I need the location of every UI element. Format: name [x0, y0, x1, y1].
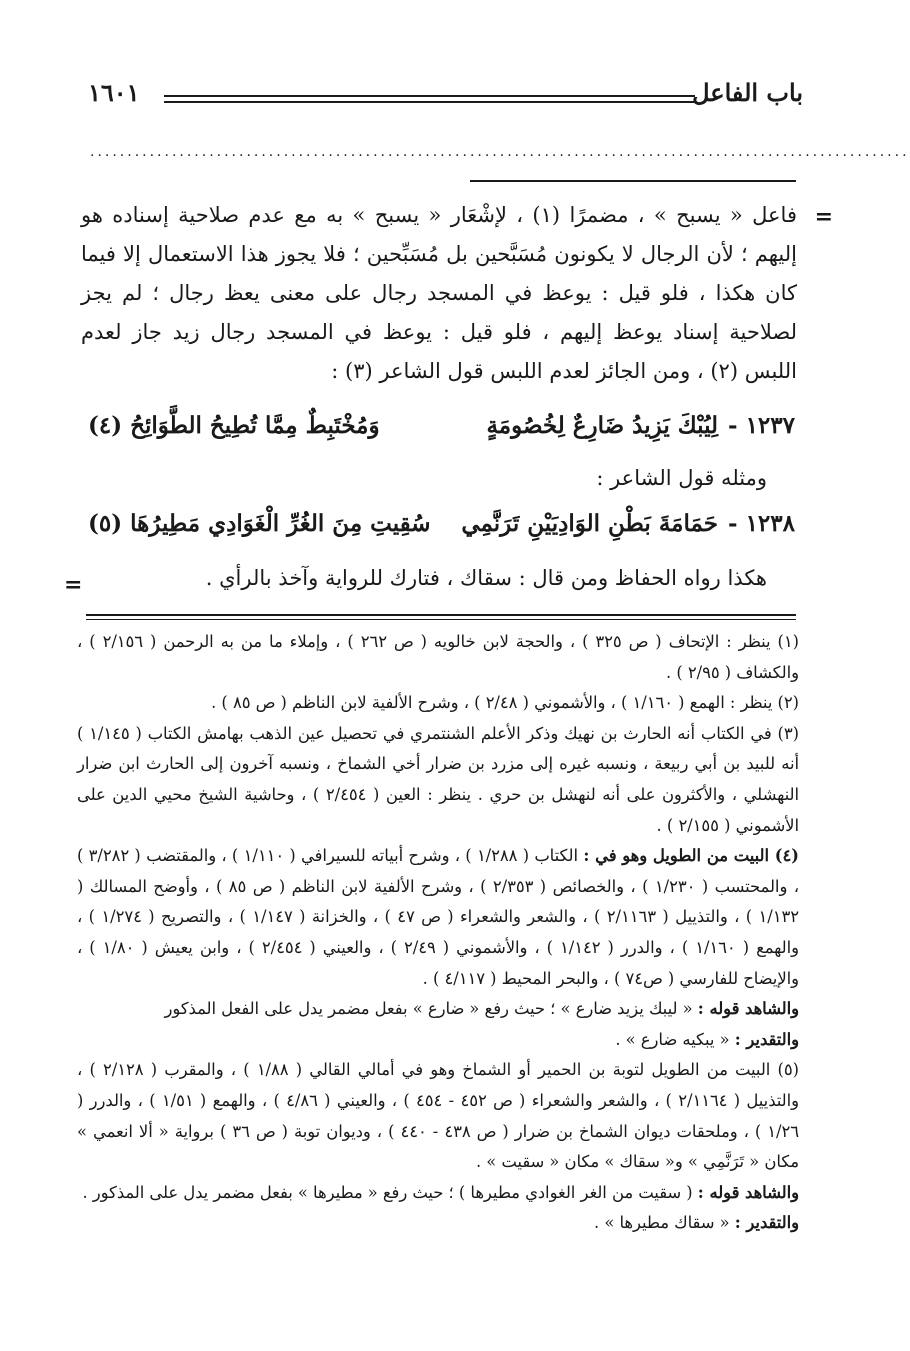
- taqdir-text: « سقاك مطيرها » .: [593, 1213, 730, 1233]
- shahid-text: « ليبك يزيد ضارع » ؛ حيث رفع « ضارع » بفعل مضمر يدل على الفعل المذكور: [164, 999, 693, 1019]
- shahid-label: والشاهد قوله :: [697, 999, 799, 1019]
- taqdir-label: والتقدير :: [734, 1213, 799, 1233]
- verse-hemistich-2: سُقِيتِ مِنَ الغُرِّ الْغَوَادِي مَطِيرُهَا (٥): [88, 510, 431, 537]
- shahid-text: ( سقيت من الغر الغوادي مطيرها ) ؛ حيث رفع « مطيرها » بفعل مضمر يدل على المذكور .: [82, 1182, 693, 1202]
- taqdir-label: والتقدير :: [734, 1029, 799, 1049]
- verse-1237: [88, 412, 795, 439]
- footnote-5-shahid: [77, 1178, 799, 1209]
- footnote-4-shahid: [77, 994, 799, 1025]
- footnote-1: (١) ينظر : الإتحاف ( ص ٣٢٥ ) ، والحجة لابن خالويه ( ص ٢٦٢ ) ، وإملاء ما من به الرحمن ( ٢/١٥٦ ) ، والكشاف ( ٢/٩٥ ) .: [77, 632, 799, 682]
- footnote-5-taqdir: [77, 1208, 799, 1239]
- verse-1238: [88, 510, 795, 537]
- verse-number: ١٢٣٨ -: [728, 510, 795, 537]
- shahid-label: والشاهد قوله :: [697, 1182, 799, 1202]
- chapter-title: باب الفاعل: [692, 78, 803, 107]
- text-separator: [470, 180, 796, 182]
- header-rule-bottom: [164, 101, 695, 103]
- continuation-mark-top: =: [814, 204, 833, 230]
- main-paragraph: فاعل « يسبح » ، مضمرًا (١) ، لإشْعَار « يسبح » به مع عدم صلاحية إسناده هو إليهم ؛ لأن الرجال لا يكونون مُسَبَّحين بل مُسَبِّحين ؛ فلا يجوز هذا الاستعمال إلا فيما كان هكذا ، فلو قيل : يوعظ في المسجد رجال على معنى يعظ رجال ؛ لم يجز لصلاحية إسناد يوعظ إليهم ، فلو قيل : يوعظ في المسجد رجال زيد جاز لعدم اللبس (٢) ، ومن الجائز لعدم اللبس قول الشاعر (٣) :: [81, 203, 797, 383]
- taqdir-text: « يبكيه ضارع » .: [615, 1029, 730, 1049]
- verse-hemistich-1: حَمَامَةَ بَطْنِ الوَادِيَيْنِ تَرَنَّمِي: [461, 510, 719, 537]
- main-text: [81, 196, 797, 391]
- footnote-4-lead: (٤) البيت من الطويل وهو في :: [583, 846, 799, 866]
- footnote-4-taqdir: [77, 1025, 799, 1056]
- header-rule-top: [164, 95, 695, 97]
- verse-hemistich-2: وَمُخْتَبِطٌ مِمَّا تُطِيحُ الطَّوَائِحُ (٤): [88, 412, 380, 439]
- verse-number: ١٢٣٧ -: [728, 412, 795, 439]
- footnote-4: [77, 841, 799, 994]
- footnote-5: (٥) البيت من الطويل لتوبة بن الحمير أو الشماخ وهو في أمالي القالي ( ١/٨٨ ) ، والمقرب ( ٢/١٢٨ ) ، والتذييل ( ٢/١١٦٤ ) ، والشعر والشعراء ( ص ٤٥٢ - ٤٥٤ ) ، والعيني ( ٤/٨٦ ) ، والهمع ( ١/٥١ ) ، والدرر ( ١/٢٦ ) ، وملحقات ديوان الشماخ بن ضرار ( ص ٤٣٨ - ٤٤٠ ) ، وديوان توبة ( ص ٣٦ ) برواية « ألا انعمي » مكان « تَرَنَّمِي » و« سقاك » مكان « سقيت » .: [77, 1060, 800, 1172]
- footnote-rule-bottom: [86, 619, 796, 620]
- verse-intro: ومثله قول الشاعر :: [596, 466, 767, 490]
- page-number: ١٦٠١: [88, 78, 140, 107]
- footnote-rule-top: [86, 614, 796, 616]
- verse-hemistich-1: لِيُبْكَ يَزِيدُ ضَارِعٌ لِخُصُومَةٍ: [486, 412, 719, 439]
- footnote-4-text: الكتاب ( ١/٢٨٨ ) ، وشرح أبياته للسيرافي ( ١/١١٠ ) ، والمقتضب ( ٣/٢٨٢ ) ، والمحتسب ( ١/٢٣٠ ) ، والخصائص ( ٢/٣٥٣ ) ، وشرح الألفية لابن الناظم ( ص ٨٥ ) ، وأوضح المسالك ( ١/١٣٢ ) ، والتذييل ( ٢/١١٦٣ ) ، والشعر والشعراء ( ص ٤٧ ) ، والخزانة ( ١/١٤٧ ) ، والتصريح ( ١/٢٧٤ ) ، والهمع ( ١/١٦٠ ) ، والدرر ( ١/١٤٢ ) ، والأشموني ( ٢/٤٩ ) ، والعيني ( ٢/٤٥٤ ) ، وابن يعيش ( ١/٨٠ ) ، والإيضاح للفارسي ( ص٧٤ ) ، والبحر المحيط ( ٤/١١٧ ) .: [77, 846, 800, 988]
- dotted-separator: ..............................................................................................................: [90, 144, 910, 160]
- footnote-2: (٢) ينظر : الهمع ( ١/١٦٠ ) ، والأشموني ( ٢/٤٨ ) ، وشرح الألفية لابن الناظم ( ص ٨٥ ) .: [211, 693, 799, 713]
- footnotes: [77, 627, 799, 1239]
- footnote-3: (٣) في الكتاب أنه الحارث بن نهيك وذكر الأعلم الشنتمري في تحصيل عين الذهب بهامش الكتاب ( ١/١٤٥ ) أنه للبيد بن أبي ربيعة ، ونسبه غيره إلى مزرد بن ضرار أخي الشماخ ، ونسبه آخرون إلى الحارث ابن ضرار النهشلي ، والأكثرون على أنه لنهشل بن حري . ينظر : العين ( ٢/٤٥٤ ) ، وحاشية الشيخ محيي الدين على الأشموني ( ٢/١٥٥ ) .: [77, 723, 799, 835]
- closing-line: هكذا رواه الحفاظ ومن قال : سقاك ، فتارك للرواية وآخذ بالرأي .: [205, 566, 767, 590]
- continuation-mark-bottom: =: [64, 572, 83, 598]
